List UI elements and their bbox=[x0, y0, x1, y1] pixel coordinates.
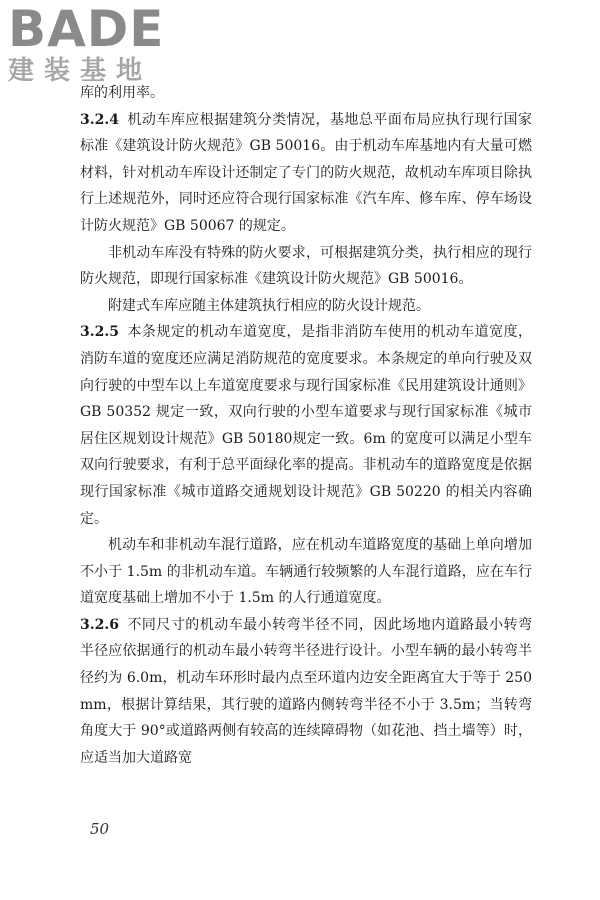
page-number: 50 bbox=[90, 820, 110, 838]
logo-text-latin: BADE bbox=[8, 0, 165, 58]
clause-text: 机动车库应根据建筑分类情况，基地总平面布局应执行现行国家标准《建筑设计防火规范》GB 50016。由于机动车库基地内有大量可燃材料，针对机动车库设计还制定了专门的防火规范，故机动车库项目除执行上述规范外，同时还应符合现行国家标准《汽车库、修车库、停车场设计防火规范》GB 50067 的规定。 bbox=[80, 111, 532, 234]
paragraph-mixed-road: 机动车和非机动车混行道路，应在机动车道路宽度的基础上单向增加不小于 1.5m 的非机动车道。车辆通行较频繁的人车混行道路，应在车行道宽度基础上增加不小于 1.5m 的人行通道宽度。 bbox=[80, 537, 532, 607]
clause-text: 不同尺寸的机动车最小转弯半径不同，因此场地内道路最小转弯半径应依据通行的机动车最小转弯半径进行设计。小型车辆的最小转弯半径约为 6.0m，机动车环形时最内点至环道内边安全距离宜大于等于 250mm，根据计算结果，其行驶的道路内侧转弯半径不小于 3.5m；当转弯角度大于 90°或道路两侧有较高的连续障碍物（如花池、挡土墙等）时，应适当加大道路宽 bbox=[80, 616, 532, 766]
clause-number: 3.2.4 bbox=[80, 111, 119, 128]
clause-number: 3.2.6 bbox=[80, 616, 119, 633]
paragraph-continuation: 库的利用率。 bbox=[80, 85, 164, 101]
document-body bbox=[80, 80, 532, 771]
logo-text-chinese: 建装基地 bbox=[8, 56, 153, 86]
bade-logo bbox=[8, 0, 178, 90]
paragraph-attached-garage: 附建式车库应随主体建筑执行相应的防火设计规范。 bbox=[108, 297, 430, 314]
clause-number: 3.2.5 bbox=[80, 324, 119, 341]
paragraph-non-motor-fire: 非机动车库没有特殊的防火要求，可根据建筑分类，执行相应的现行防火规范，即现行国家标准《建筑设计防火规范》GB 50016。 bbox=[80, 244, 532, 288]
clause-3-2-5 bbox=[80, 319, 532, 532]
clause-text: 本条规定的机动车道宽度，是指非消防车使用的机动车道宽度，消防车道的宽度还应满足消防规范的宽度要求。本条规定的单向行驶及双向行驶的中型车以上车道宽度要求与现行国家标准《民用建筑设计通则》GB 50352 规定一致，双向行驶的小型车道要求与现行国家标准《城市居住区规划设计规范》GB 50180规定一致。6m 的宽度可以满足小型车双向行驶要求，有利于总平面绿化率的提高。非机动车的道路宽度是依据现行国家标准《城市道路交通规划设计规范》GB 50220 的相关内容确定。 bbox=[80, 324, 532, 527]
clause-3-2-6 bbox=[80, 612, 532, 772]
clause-3-2-4 bbox=[80, 107, 532, 240]
